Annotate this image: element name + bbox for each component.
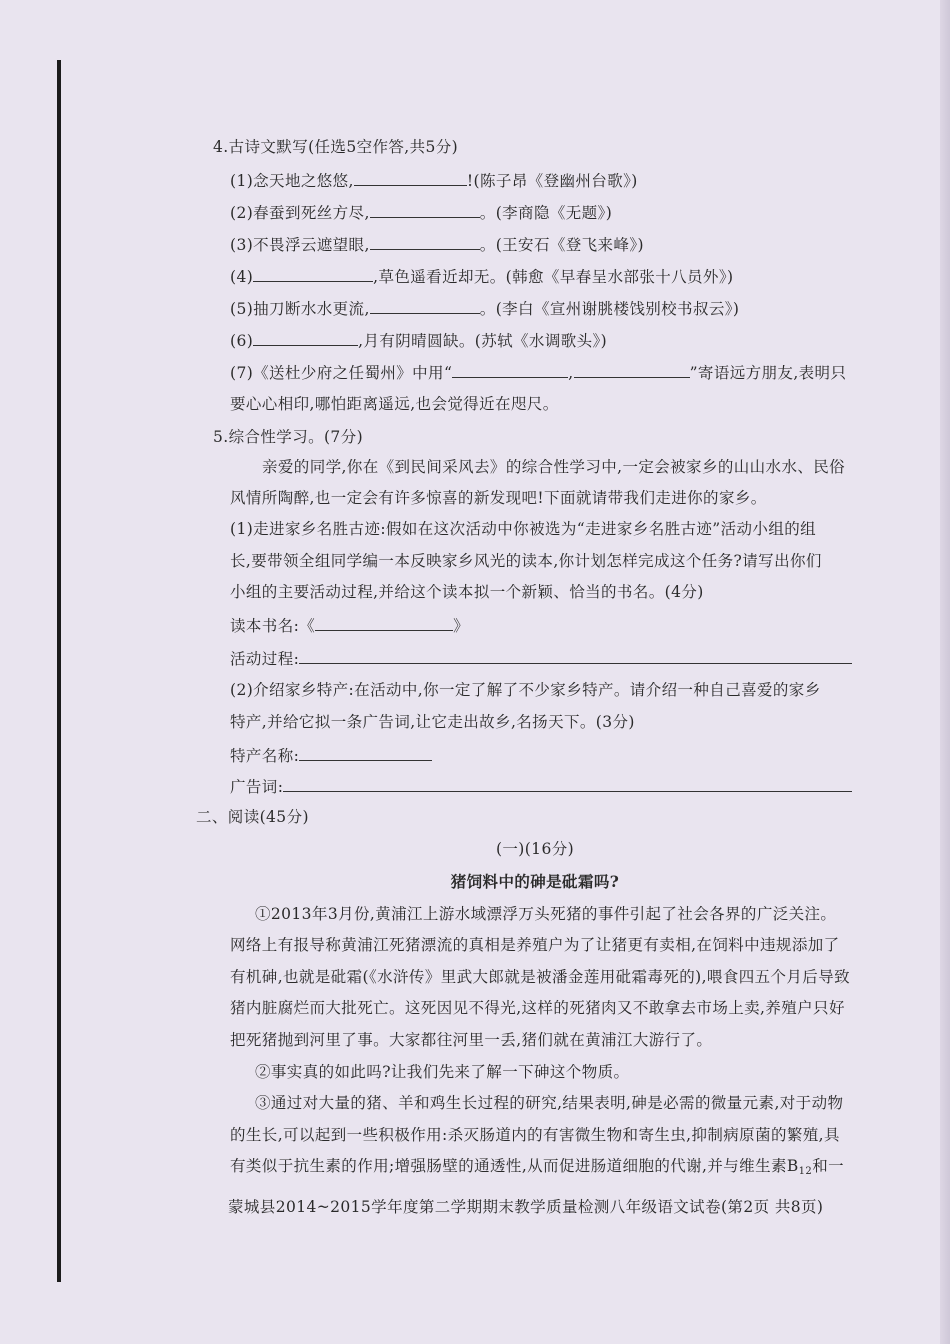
q5-part2-line-2: 特产,并给它拟一条广告词,让它走出故乡,名扬天下。(3分) xyxy=(230,713,635,731)
q4-item-4-blank[interactable] xyxy=(253,265,373,282)
q5-intro-line-1: 亲爱的同学,你在《到民间采风去》的综合性学习中,一定会被家乡的山山水水、民俗 xyxy=(262,458,846,476)
activity-label: 活动过程: xyxy=(230,650,300,668)
q4-item-5 xyxy=(230,297,739,320)
q4-item-5-blank[interactable] xyxy=(370,297,480,314)
page-footer: 蒙城县2014~2015学年度第二学期期末教学质量检测八年级语文试卷(第2页 共8页) xyxy=(228,1198,824,1216)
para-3-line-2: 的生长,可以起到一些积极作用:杀灭肠道内的有害微生物和寄生虫,抑制病原菌的繁殖,具 xyxy=(230,1126,840,1144)
q4-item-5-source: 。(李白《宣州谢朓楼饯别校书叔云》) xyxy=(479,300,740,318)
q4-item-1-prompt: (1)念天地之悠悠, xyxy=(230,172,354,190)
q4-item-3 xyxy=(230,233,644,256)
q4-item-7-tail: ”寄语远方朋友,表明只 xyxy=(689,364,847,382)
q4-item-3-source: 。(王安石《登飞来峰》) xyxy=(479,236,644,254)
slogan-label: 广告词: xyxy=(230,778,284,796)
q5-part1-line-2: 长,要带领全组同学编一本反映家乡风光的读本,你计划怎样完成这个任务?请写出你们 xyxy=(230,552,822,570)
q4-item-4-source: ,草色遥看近却无。(韩愈《早春呈水部张十八员外》) xyxy=(373,268,734,286)
vitamin-subscript: 12 xyxy=(798,1166,813,1177)
q4-item-1-source: !(陈子昂《登幽州台歌》) xyxy=(466,172,638,190)
page-edge-shadow xyxy=(940,0,950,1344)
q4-item-7-comma: , xyxy=(568,364,574,382)
article-title: 猪饲料中的砷是砒霜吗? xyxy=(450,872,620,891)
q5-intro-line-2: 风情所陶醉,也一定会有许多惊喜的新发现吧!下面就请带我们走进你的家乡。 xyxy=(230,489,767,507)
book-title-close: 》 xyxy=(453,617,470,635)
q4-item-3-blank[interactable] xyxy=(370,233,480,250)
book-title-label: 读本书名:《 xyxy=(230,617,316,635)
q4-item-2-prompt: (2)春蚕到死丝方尽, xyxy=(230,204,370,222)
q4-item-7-blank-a[interactable] xyxy=(452,361,568,378)
q4-item-3-prompt: (3)不畏浮云遮望眼, xyxy=(230,236,370,254)
q4-item-7 xyxy=(230,361,846,384)
product-blank[interactable] xyxy=(299,744,432,761)
q4-item-5-prompt: (5)抽刀断水水更流, xyxy=(230,300,370,318)
q4-item-2 xyxy=(230,201,612,224)
q4-item-7-prompt: (7)《送杜少府之任蜀州》中用“ xyxy=(230,364,453,382)
q4-item-6-blank[interactable] xyxy=(253,329,358,346)
para-3-line-3 xyxy=(230,1155,844,1183)
q4-item-6-prompt: (6) xyxy=(230,332,254,350)
para-3-line-3-tail: 和一 xyxy=(812,1157,845,1175)
slogan-row xyxy=(230,775,852,798)
q4-item-4-prompt: (4) xyxy=(230,268,254,286)
para-1-line-5: 把死猪抛到河里了事。大家都往河里一丢,猪们就在黄浦江大游行了。 xyxy=(230,1031,713,1049)
q4-title: 4.古诗文默写(任选5空作答,共5分) xyxy=(213,138,459,156)
product-row xyxy=(230,744,432,767)
para-1-line-3: 有机砷,也就是砒霜(《水浒传》里武大郎就是被潘金莲用砒霜毒死的),喂食四五个月后导致 xyxy=(230,968,851,986)
q4-item-7-blank-b[interactable] xyxy=(574,361,690,378)
q4-item-6 xyxy=(230,329,607,352)
q5-part1-line-3: 小组的主要活动过程,并给这个读本拟一个新颖、恰当的书名。(4分) xyxy=(230,583,704,601)
q5-part1-line-1: (1)走进家乡名胜古迹:假如在这次活动中你被选为“走进家乡名胜古迹”活动小组的组 xyxy=(230,520,817,538)
q4-item-1 xyxy=(230,169,638,192)
reading-section-title: 二、阅读(45分) xyxy=(196,808,309,826)
book-title-row xyxy=(230,614,469,637)
slogan-blank[interactable] xyxy=(283,775,852,792)
q4-item-2-blank[interactable] xyxy=(370,201,480,218)
para-3-line-1: ③通过对大量的猪、羊和鸡生长过程的研究,结果表明,砷是必需的微量元素,对于动物 xyxy=(255,1094,844,1112)
para-1-line-2: 网络上有报导称黄浦江死猪漂流的真相是养殖户为了让猪更有卖相,在饲料中违规添加了 xyxy=(230,936,840,954)
q5-title: 5.综合性学习。(7分) xyxy=(213,428,364,446)
para-3-line-3-text: 有类似于抗生素的作用;增强肠壁的通透性,从而促进肠道细胞的代谢,并与维生素B xyxy=(230,1157,799,1175)
q4-item-7-line2: 要心心相印,哪怕距离遥远,也会觉得近在咫尺。 xyxy=(230,395,559,413)
book-title-blank[interactable] xyxy=(315,614,453,631)
q4-item-4 xyxy=(230,265,733,288)
q4-item-6-source: ,月有阴晴圆缺。(苏轼《水调歌头》) xyxy=(358,332,608,350)
q4-item-2-source: 。(李商隐《无题》) xyxy=(479,204,613,222)
q5-part2-line-1: (2)介绍家乡特产:在活动中,你一定了解了不少家乡特产。请介绍一种自己喜爱的家乡 xyxy=(230,681,821,699)
reading-part-title: (一)(16分) xyxy=(495,840,575,858)
para-1-line-1: ①2013年3月份,黄浦江上游水域漂浮万头死猪的事件引起了社会各界的广泛关注。 xyxy=(255,905,837,923)
para-2: ②事实真的如此吗?让我们先来了解一下砷这个物质。 xyxy=(255,1063,630,1081)
para-1-line-4: 猪内脏腐烂而大批死亡。这死因见不得光,这样的死猪肉又不敢拿去市场上卖,养殖户只好 xyxy=(230,999,845,1017)
scan-edge-line xyxy=(57,60,61,1282)
product-label: 特产名称: xyxy=(230,747,300,765)
activity-row xyxy=(230,647,852,670)
q4-item-1-blank[interactable] xyxy=(354,169,467,186)
activity-blank[interactable] xyxy=(299,647,852,664)
